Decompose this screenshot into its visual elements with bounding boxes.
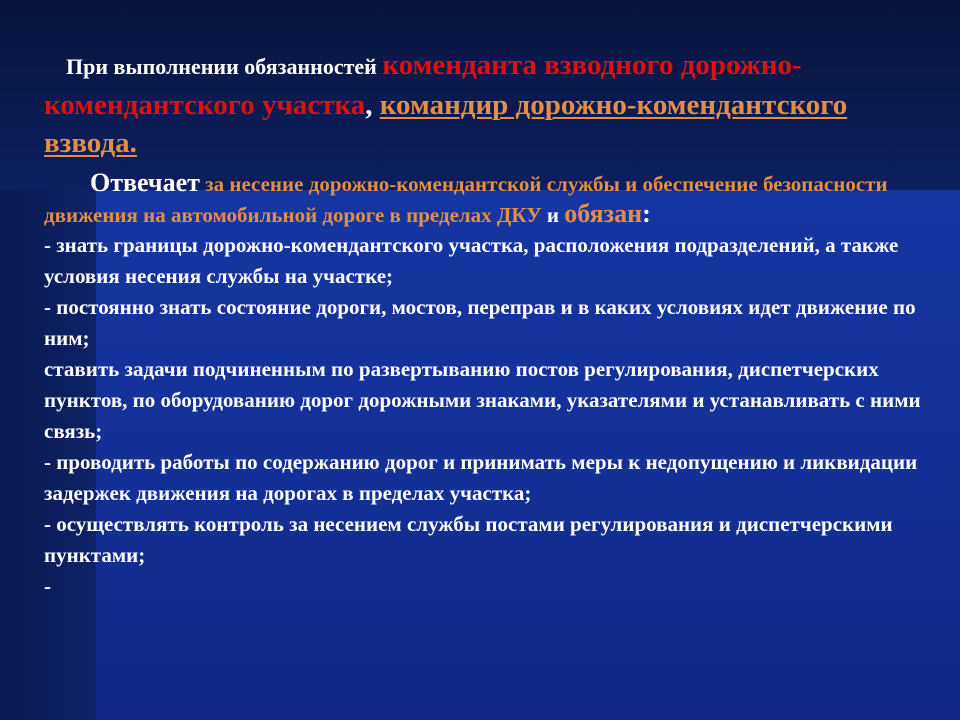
slide-content: [44, 46, 934, 602]
responsibility-statement: [44, 168, 934, 230]
responsibility-conjunction: и: [541, 203, 565, 227]
duty-item: -: [44, 574, 51, 598]
duty-item: - проводить работы по содержанию дорог и принимать меры к недопущению и ликвидации задержек движения на дорогах в пределах участка;: [44, 450, 918, 505]
duties-list: [44, 230, 934, 602]
obliged-colon: :: [642, 199, 651, 228]
duty-item: - постоянно знать состояние дороги, мостов, переправ и в каких условиях идет движение по ним;: [44, 295, 916, 350]
responsibility-lead: Отвечает: [90, 168, 200, 197]
heading-role-commandant: коменданта взводного дорожно-комендантского участка: [44, 49, 802, 121]
duty-item: ставить задачи подчиненным по развертыванию постов регулирования, диспетчерских пунктов, по оборудованию дорог дорожными знаками, указателями и устанавливать с ними связь;: [44, 357, 921, 443]
heading-intro: При выполнении обязанностей: [66, 54, 383, 79]
heading-separator: ,: [365, 89, 380, 121]
heading-role-commander: командир дорожно-комендантского взвода.: [44, 89, 848, 159]
responsibility-scope: за несение дорожно-комендантской службы и обеспечение безопасности движения на автомобильной дороге в пределах ДКУ: [44, 172, 888, 227]
slide-heading: [44, 46, 934, 162]
duty-item: - знать границы дорожно-комендантского участка, расположения подразделений, а также условия несения службы на участке;: [44, 233, 899, 288]
obliged-label: обязан: [564, 199, 643, 228]
duty-item: - осуществлять контроль за несением службы постами регулирования и диспетчерскими пунктами;: [44, 512, 893, 567]
